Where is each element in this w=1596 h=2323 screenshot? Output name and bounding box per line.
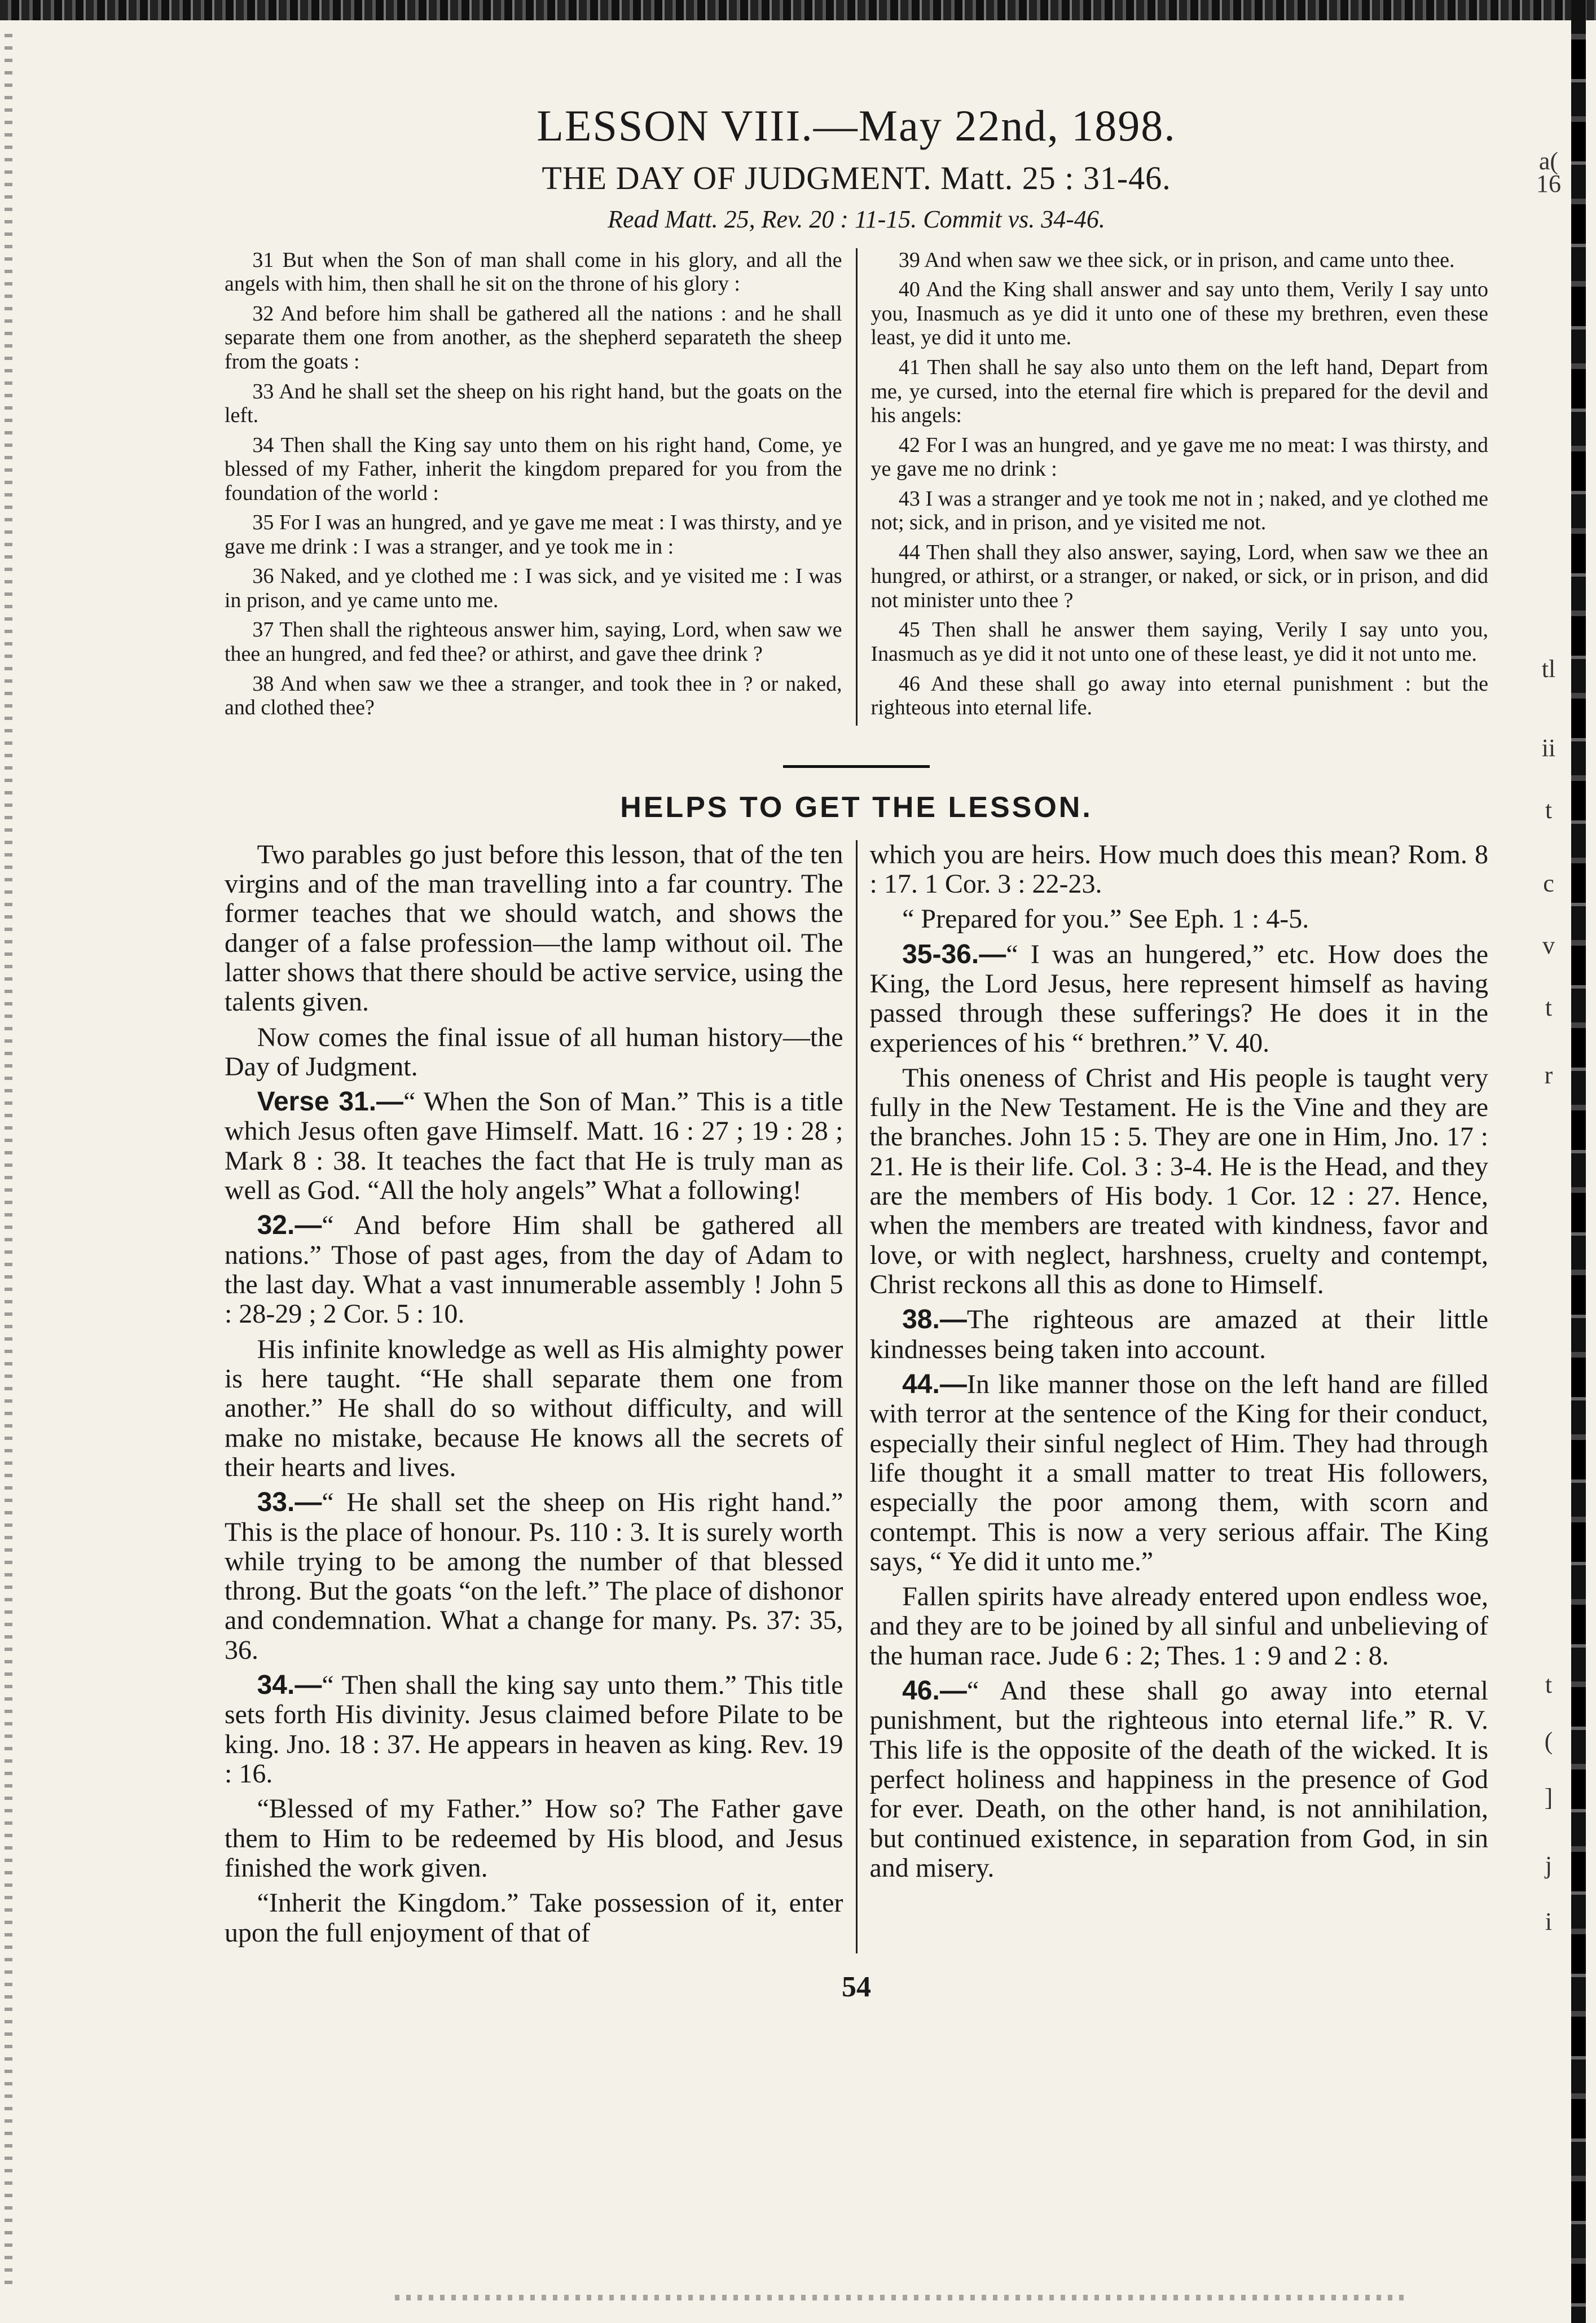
- helps-paragraph: [225, 1488, 843, 1665]
- verse-label: 38.—: [902, 1305, 967, 1335]
- scripture-verse: 39 And when saw we thee sick, or in prison, and came unto thee.: [898, 248, 1455, 272]
- helps-paragraph: [225, 1794, 843, 1883]
- paragraph-text: “ Then shall the king say unto them.” This title sets forth His divinity. Jesus claimed before Pilate to be king. Jno. 18 : 37. He appears in heaven as king. Rev. 19 : 16.: [225, 1670, 843, 1789]
- helps-paragraph: [870, 1676, 1489, 1883]
- page-number: 54: [842, 1970, 871, 2003]
- paragraph-text: “ And before Him shall be gathered all nations.” Those of past ages, from the day of Adam to the last day. What a vast innumerable assembly ! John 5 : 28-29 ; 2 Cor. 5 : 10.: [225, 1210, 843, 1329]
- verse-label: 33.—: [257, 1487, 322, 1518]
- verse-label: 32.—: [257, 1210, 322, 1241]
- scripture-verse: 46 And these shall go away into eternal punishment : but the righteous into eternal life.: [870, 671, 1488, 720]
- scripture-verse: 42 For I was an hungred, and ye gave me no meat: I was thirsty, and ye gave me no drink :: [870, 433, 1488, 481]
- margin-fragment: a(: [1538, 147, 1559, 175]
- margin-fragment: tl: [1541, 655, 1556, 683]
- scripture-verse: 32 And before him shall be gathered all the nations : and he shall separate them one from another, as the shepherd separateth the sheep from the goats :: [225, 301, 842, 374]
- paragraph-text: “ I was an hungered,” etc. How does the King, the Lord Jesus, here represent himself as having passed through these sufferings? He does it in the experiences of his “ brethren.” V. 40.: [869, 939, 1488, 1058]
- margin-fragment: t: [1545, 994, 1553, 1021]
- helps-column-left: [219, 840, 858, 1953]
- verse-label: 46.—: [902, 1676, 967, 1706]
- section-divider: [783, 765, 930, 768]
- margin-fragment: j: [1545, 1851, 1553, 1879]
- scripture-verse: 43 I was a stranger and ye took me not in ; naked, and ye clothed me not; sick, and in prison, and ye visited me not.: [870, 486, 1488, 535]
- scan-left-edge: [5, 34, 12, 2291]
- paragraph-text: This oneness of Christ and His people is taught very fully in the New Testament. He is the Vine and they are the branches. John 15 : 5. They are one in Him, Jno. 17 : 21. He is their life. Col. 3 : 3-4. He is the Head, and they are the members of His body. 1 Cor. 12 : 27. Hence, when the members are treated with kindness, favor and love, or with neglect, harshness, cruelty and contempt, Christ reckons all this as done to Himself.: [869, 1062, 1488, 1300]
- scripture-verse: 35 For I was an hungred, and ye gave me meat : I was thirsty, and ye gave me drink : I was a stranger, and ye took me in :: [225, 511, 842, 559]
- paragraph-text: Now comes the final issue of all human history—the Day of Judgment.: [225, 1022, 843, 1082]
- helps-paragraph: [225, 1211, 843, 1329]
- helps-text: [219, 840, 1494, 1953]
- scan-top-edge: [0, 0, 1596, 20]
- verse-label: 44.—: [902, 1369, 967, 1399]
- paragraph-text: “ And these shall go away into eternal punishment, but the righteous into eternal life.” R. V. This life is the opposite of the death of the wicked. It is perfect holiness and happiness in the presence of God for ever. Death, on the other hand, is not annihilation, but continued existence, in separation from God, in sin and misery.: [869, 1676, 1488, 1883]
- scripture-column-left: [219, 248, 858, 726]
- helps-paragraph: [870, 840, 1489, 899]
- paragraph-text: “Inherit the Kingdom.” Take possession of it, enter upon the full enjoyment of that of: [225, 1888, 843, 1948]
- helps-heading: HELPS TO GET THE LESSON.: [620, 791, 1093, 824]
- scripture-verse: 45 Then shall he answer them saying, Verily I say unto you, Inasmuch as ye did it not unto one of these least, ye did it not unto me.: [870, 618, 1488, 666]
- margin-fragment: r: [1544, 1061, 1553, 1089]
- helps-column-right: [858, 840, 1494, 1953]
- scripture-text: [219, 248, 1494, 726]
- margin-fragment: ii: [1541, 734, 1556, 762]
- helps-paragraph: [225, 1335, 843, 1483]
- scripture-verse: 34 Then shall the King say unto them on his right hand, Come, ye blessed of my Father, inherit the kingdom prepared for you from the foundation of the world :: [225, 433, 842, 505]
- paragraph-text: “ When the Son of Man.” This is a title which Jesus often gave Himself. Matt. 16 : 27 ; 19 : 28 ; Mark 8 : 38. It teaches the fact that He is truly man as well as God. “All the holy angels” What a following!: [225, 1087, 843, 1206]
- paragraph-text: Fallen spirits have already entered upon endless woe, and they are to be joined by all sinful and unbelieving of the human race. Jude 6 : 2; Thes. 1 : 9 and 2 : 8.: [869, 1582, 1488, 1671]
- margin-fragment: 16: [1536, 170, 1561, 197]
- margin-fragment: (: [1544, 1727, 1553, 1755]
- reading-assignment: Read Matt. 25, Rev. 20 : 11-15. Commit vs. 34-46.: [608, 205, 1105, 233]
- paragraph-text: In like manner those on the left hand are filled with terror at the sentence of the King for their conduct, especially their sinful neglect of Him. They had through life thought it a small matter to treat His followers, especially the poor among them, with scorn and contempt. This is now a very serious affair. The King says, “ Ye did it unto me.”: [869, 1369, 1488, 1577]
- scripture-verse: 36 Naked, and ye clothed me : I was sick, and ye visited me : I was in prison, and ye came unto me.: [225, 564, 842, 612]
- paragraph-text: “Blessed of my Father.” How so? The Father gave them to Him to be redeemed by His blood, and Jesus finished the work given.: [225, 1794, 843, 1883]
- scripture-verse: 38 And when saw we thee a stranger, and took thee in ? or naked, and clothed thee?: [225, 671, 842, 720]
- helps-paragraph: [870, 1305, 1489, 1364]
- verse-label: 35-36.—: [902, 939, 1006, 969]
- margin-fragment: t: [1545, 796, 1553, 824]
- paragraph-text: “ Prepared for you.” See Eph. 1 : 4-5.: [902, 904, 1309, 934]
- verse-label: Verse 31.—: [257, 1087, 404, 1117]
- helps-paragraph: [870, 1582, 1489, 1671]
- helps-paragraph: [225, 840, 843, 1017]
- paragraph-text: The righteous are amazed at their little kindnesses being taken into account.: [869, 1305, 1488, 1364]
- scripture-verse: 40 And the King shall answer and say unto them, Verily I say unto you, Inasmuch as ye did it unto one of these my brethren, even these least, ye did it unto me.: [870, 278, 1488, 350]
- verse-label: 34.—: [257, 1670, 322, 1701]
- margin-fragment: ]: [1544, 1784, 1553, 1811]
- helps-paragraph: [225, 1671, 843, 1789]
- scripture-verse: 41 Then shall he say also unto them on the left hand, Depart from me, ye cursed, into the eternal fire which is prepared for the devil and his angels:: [870, 355, 1488, 428]
- helps-paragraph: [870, 1064, 1489, 1300]
- margin-fragment: c: [1543, 870, 1554, 897]
- scan-bottom-edge: [395, 2295, 1410, 2300]
- paragraph-text: “ He shall set the sheep on His right hand.” This is the place of honour. Ps. 110 : 3. It is surely worth while trying to be among the number of that blessed throng. But the goats “on the left.” The place of dishonor and condemnation. What a change for many. Ps. 37: 35, 36.: [225, 1487, 843, 1665]
- scripture-column-right: [858, 248, 1494, 726]
- paragraph-text: His infinite knowledge as well as His almighty power is here taught. “He shall separate them one from another.” He shall do so without difficulty, and will make no mistake, because He knows all the secrets of their hearts and lives.: [225, 1334, 843, 1482]
- lesson-subtitle: THE DAY OF JUDGMENT. Matt. 25 : 31-46.: [542, 159, 1171, 196]
- paragraph-text: which you are heirs. How much does this mean? Rom. 8 : 17. 1 Cor. 3 : 22-23.: [869, 839, 1488, 899]
- scripture-verse: 33 And he shall set the sheep on his right hand, but the goats on the left.: [225, 379, 842, 428]
- helps-paragraph: [225, 1023, 843, 1082]
- paragraph-text: Two parables go just before this lesson, that of the ten virgins and of the man travelling into a far country. The former teaches that we should watch, and shows the danger of a false profession—the lamp without oil. The latter shows that there should be active service, using the talents given.: [225, 839, 843, 1017]
- lesson-page: [219, 68, 1494, 2257]
- scripture-verse: 37 Then shall the righteous answer him, saying, Lord, when saw we thee an hungred, and fed thee? or athirst, and gave thee drink ?: [225, 618, 842, 666]
- helps-paragraph: [225, 1889, 843, 1948]
- lesson-title: LESSON VIII.—May 22nd, 1898.: [537, 101, 1176, 150]
- margin-fragment: t: [1545, 1671, 1553, 1698]
- helps-paragraph: [870, 940, 1489, 1058]
- scripture-verse: 31 But when the Son of man shall come in his glory, and all the angels with him, then shall he sit on the throne of his glory :: [225, 248, 842, 296]
- adjacent-page-fragments: [1515, 0, 1577, 2323]
- margin-fragment: i: [1545, 1908, 1553, 1935]
- helps-paragraph: [870, 904, 1489, 934]
- helps-paragraph: [870, 1370, 1489, 1577]
- margin-fragment: v: [1542, 932, 1555, 959]
- helps-paragraph: [225, 1087, 843, 1205]
- scripture-verse: 44 Then shall they also answer, saying, Lord, when saw we thee an hungred, or athirst, or a stranger, or naked, or sick, or in prison, and did not minister unto thee ?: [870, 540, 1488, 612]
